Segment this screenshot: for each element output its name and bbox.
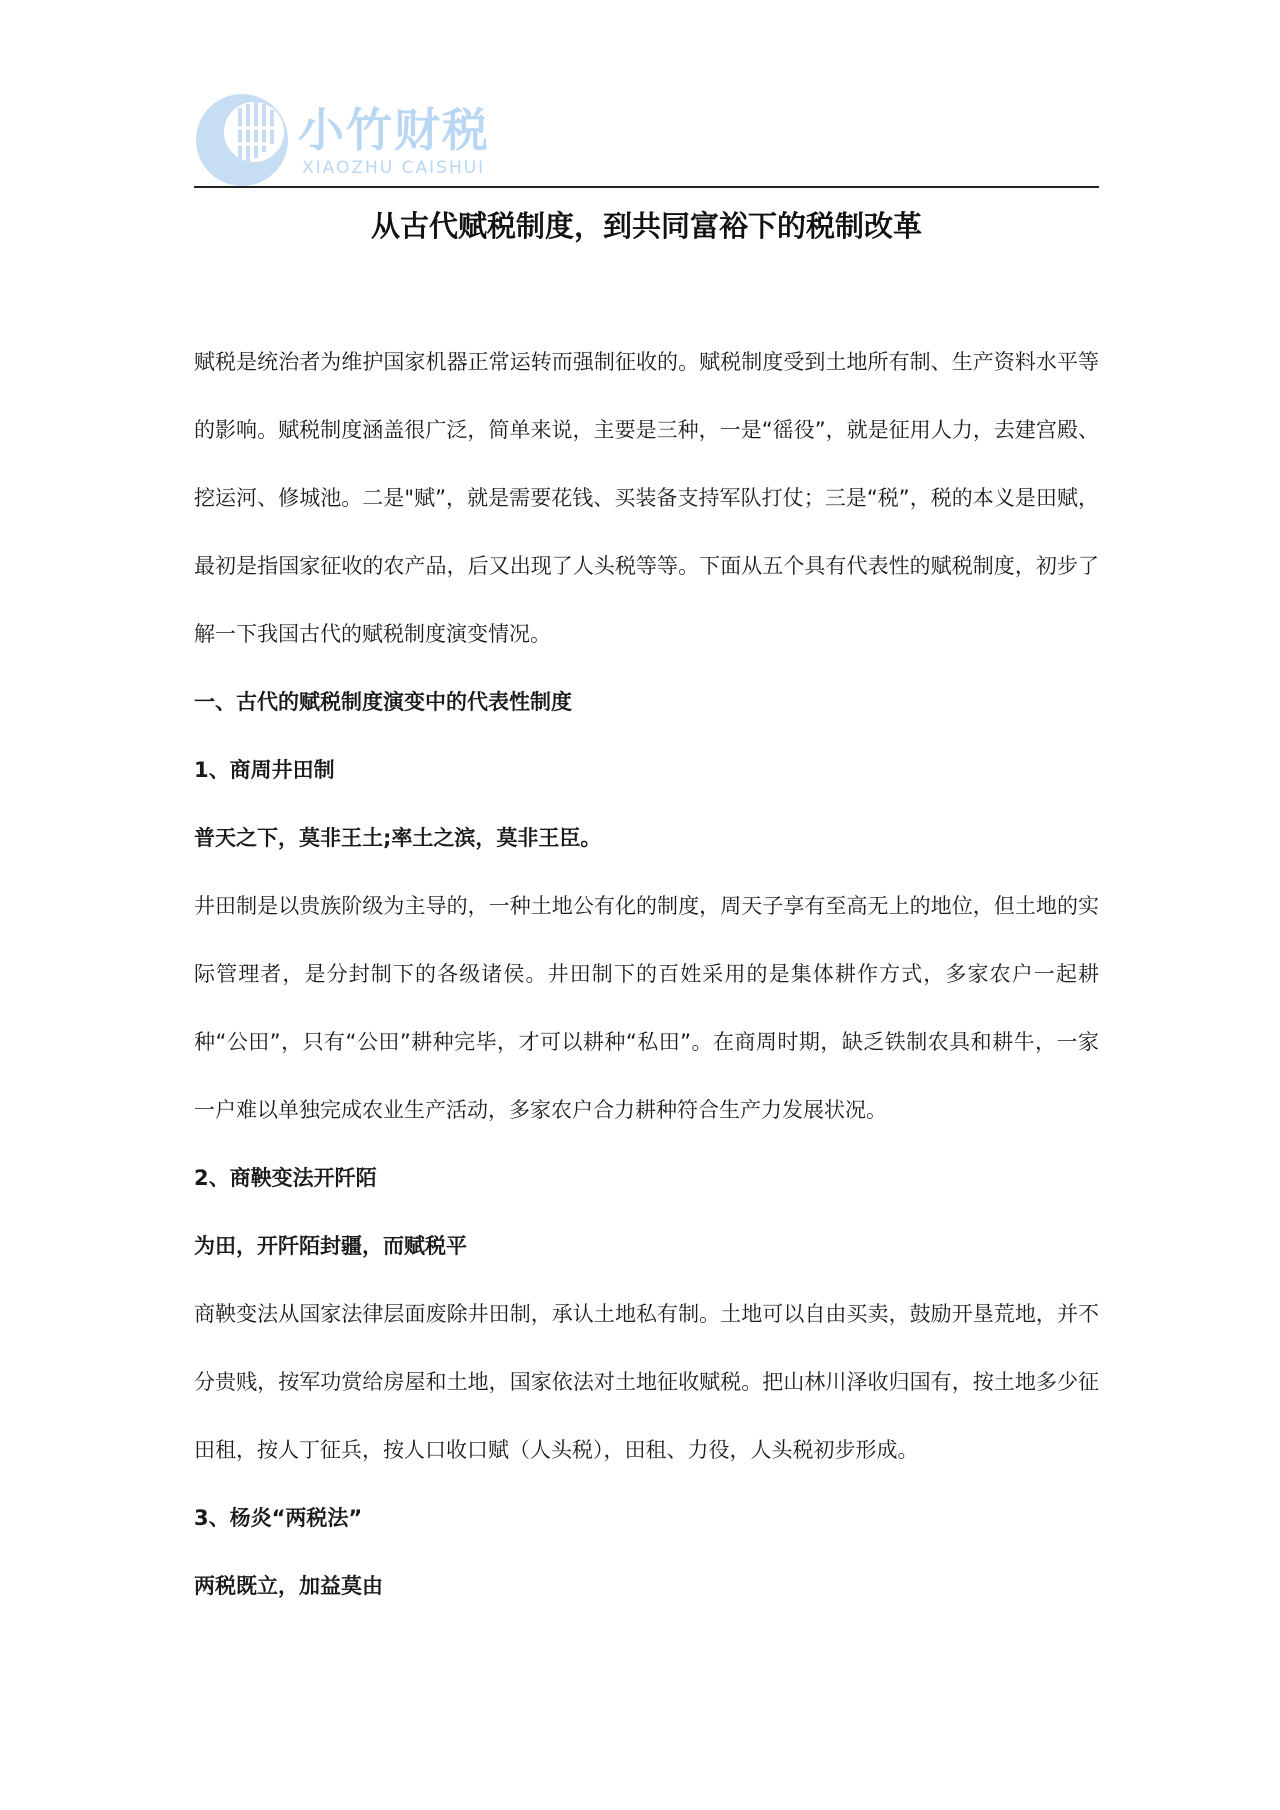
bamboo-logo-icon xyxy=(194,88,294,188)
logo-text-en: XIAOZHU CAISHUI xyxy=(302,158,486,178)
logo-text-cn: 小竹财税 xyxy=(298,103,490,157)
header-divider xyxy=(194,186,1099,188)
subsection-heading: 3、杨炎“两税法” xyxy=(194,1506,363,1530)
quote-heading: 普天之下，莫非王土;率土之滨，莫非王臣。 xyxy=(194,826,602,850)
document-title: 从古代赋税制度，到共同富裕下的税制改革 xyxy=(370,209,922,243)
body-paragraph: 井田制是以贵族阶级为主导的，一种土地公有化的制度，周天子享有至高无上的地位，但土地的实际管理者，是分封制下的各级诸侯。井田制下的百姓采用的是集体耕作方式，多家农户一起耕种“公田”，只有“公田”耕种完毕，才可以耕种“私田”。在商周时期，缺乏铁制农具和耕牛，一家一户难以单独完成农业生产活动，多家农户合力耕种符合生产力发展状况。 xyxy=(194,894,1099,1122)
body-paragraph: 商鞅变法从国家法律层面废除井田制，承认土地私有制。土地可以自由买卖，鼓励开垦荒地，并不分贵贱，按军功赏给房屋和土地，国家依法对土地征收赋税。把山林川泽收归国有，按土地多少征田租，按人丁征兵，按人口收口赋（人头税），田租、力役，人头税初步形成。 xyxy=(194,1302,1099,1462)
intro-paragraph: 赋税是统治者为维护国家机器正常运转而强制征收的。赋税制度受到土地所有制、生产资料水平等的影响。赋税制度涵盖很广泛，简单来说，主要是三种，一是“徭役”，就是征用人力，去建宫殿、挖运河、修城池。二是"赋”，就是需要花钱、买装备支持军队打仗；三是“税”，税的本义是田赋，最初是指国家征收的农产品，后又出现了人头税等等。下面从五个具有代表性的赋税制度，初步了解一下我国古代的赋税制度演变情况。 xyxy=(194,350,1099,646)
subsection-heading: 2、商鞅变法开阡陌 xyxy=(194,1166,377,1190)
quote-heading: 为田，开阡陌封疆，而赋税平 xyxy=(194,1234,467,1258)
document-body xyxy=(194,328,1099,1620)
page-header xyxy=(194,88,1099,188)
section-heading: 一、古代的赋税制度演变中的代表性制度 xyxy=(194,690,572,714)
quote-heading: 两税既立，加益莫由 xyxy=(194,1574,383,1598)
logo xyxy=(194,88,554,188)
subsection-heading: 1、商周井田制 xyxy=(194,758,335,782)
